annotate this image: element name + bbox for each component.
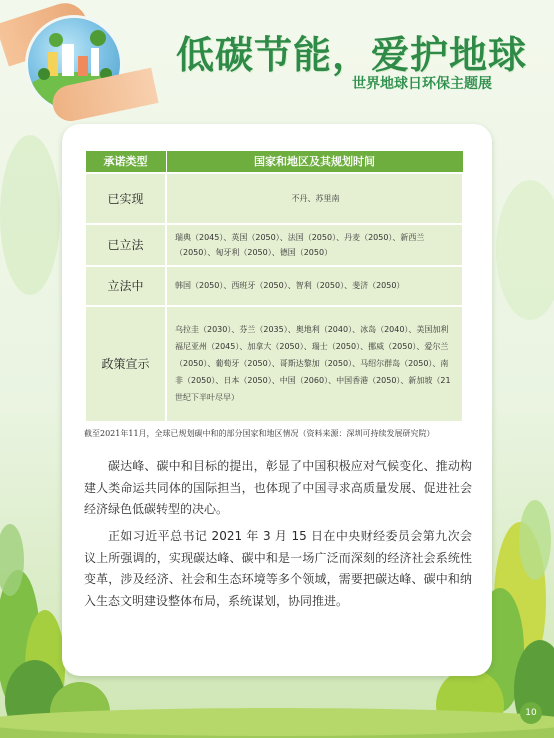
content-card <box>62 124 492 676</box>
header-countries: 国家和地区及其规划时间 <box>166 151 463 173</box>
row-countries: 韩国（2050）、西班牙（2050）、智利（2050）、斐济（2050） <box>166 266 463 306</box>
row-countries: 乌拉圭（2030）、芬兰（2035）、奥地利（2040）、冰岛（2040）、美国加利福尼亚州（2045）、加拿大（2050）、瑞士（2050）、挪威（2050）、爱尔兰（2050）、葡萄牙（2050）、哥斯达黎加（2050）、马绍尔群岛（2050）、南非（2050）、日本（2050）、中国（2060）、中国香港（2050）、新加坡（21世纪下半叶尽早） <box>166 306 463 422</box>
table-row <box>85 173 463 224</box>
header-commitment-type: 承诺类型 <box>85 151 166 173</box>
page-subtitle: 世界地球日环保主题展 <box>352 76 492 92</box>
table-row <box>85 306 463 422</box>
row-type: 立法中 <box>85 266 166 306</box>
table-row <box>85 224 463 266</box>
row-type: 已实现 <box>85 173 166 224</box>
row-type: 政策宣示 <box>85 306 166 422</box>
table-caption: 截至2021年11月，全球已规划碳中和的部分国家和地区情况（资料来源：深圳可持续发展研究院） <box>84 429 435 438</box>
page-title: 低碳节能，爱护地球 <box>176 33 528 77</box>
table-row <box>85 266 463 306</box>
table-header-row <box>85 151 463 173</box>
body-paragraph-1: 碳达峰、碳中和目标的提出，彰显了中国积极应对气候变化、推动构建人类命运共同体的国际担当，也体现了中国寻求高质量发展、促进社会经济绿色低碳转型的决心。 <box>84 459 472 516</box>
carbon-neutral-table <box>84 150 464 423</box>
row-countries: 瑞典（2045）、英国（2050）、法国（2050）、丹麦（2050）、新西兰（2050）、匈牙利（2050）、德国（2050） <box>166 224 463 266</box>
row-countries: 不丹、苏里南 <box>166 173 463 224</box>
body-paragraph-2: 正如习近平总书记 2021 年 3 月 15 日在中央财经委员会第九次会议上所强调的，实现碳达峰、碳中和是一场广泛而深刻的经济社会系统性变革，涉及经济、社会和生态环境等多个领域，需要把碳达峰、碳中和纳入生态文明建设整体布局，系统谋划，协同推进。 <box>84 529 472 608</box>
row-type: 已立法 <box>85 224 166 266</box>
page-number: 10 <box>520 702 542 724</box>
